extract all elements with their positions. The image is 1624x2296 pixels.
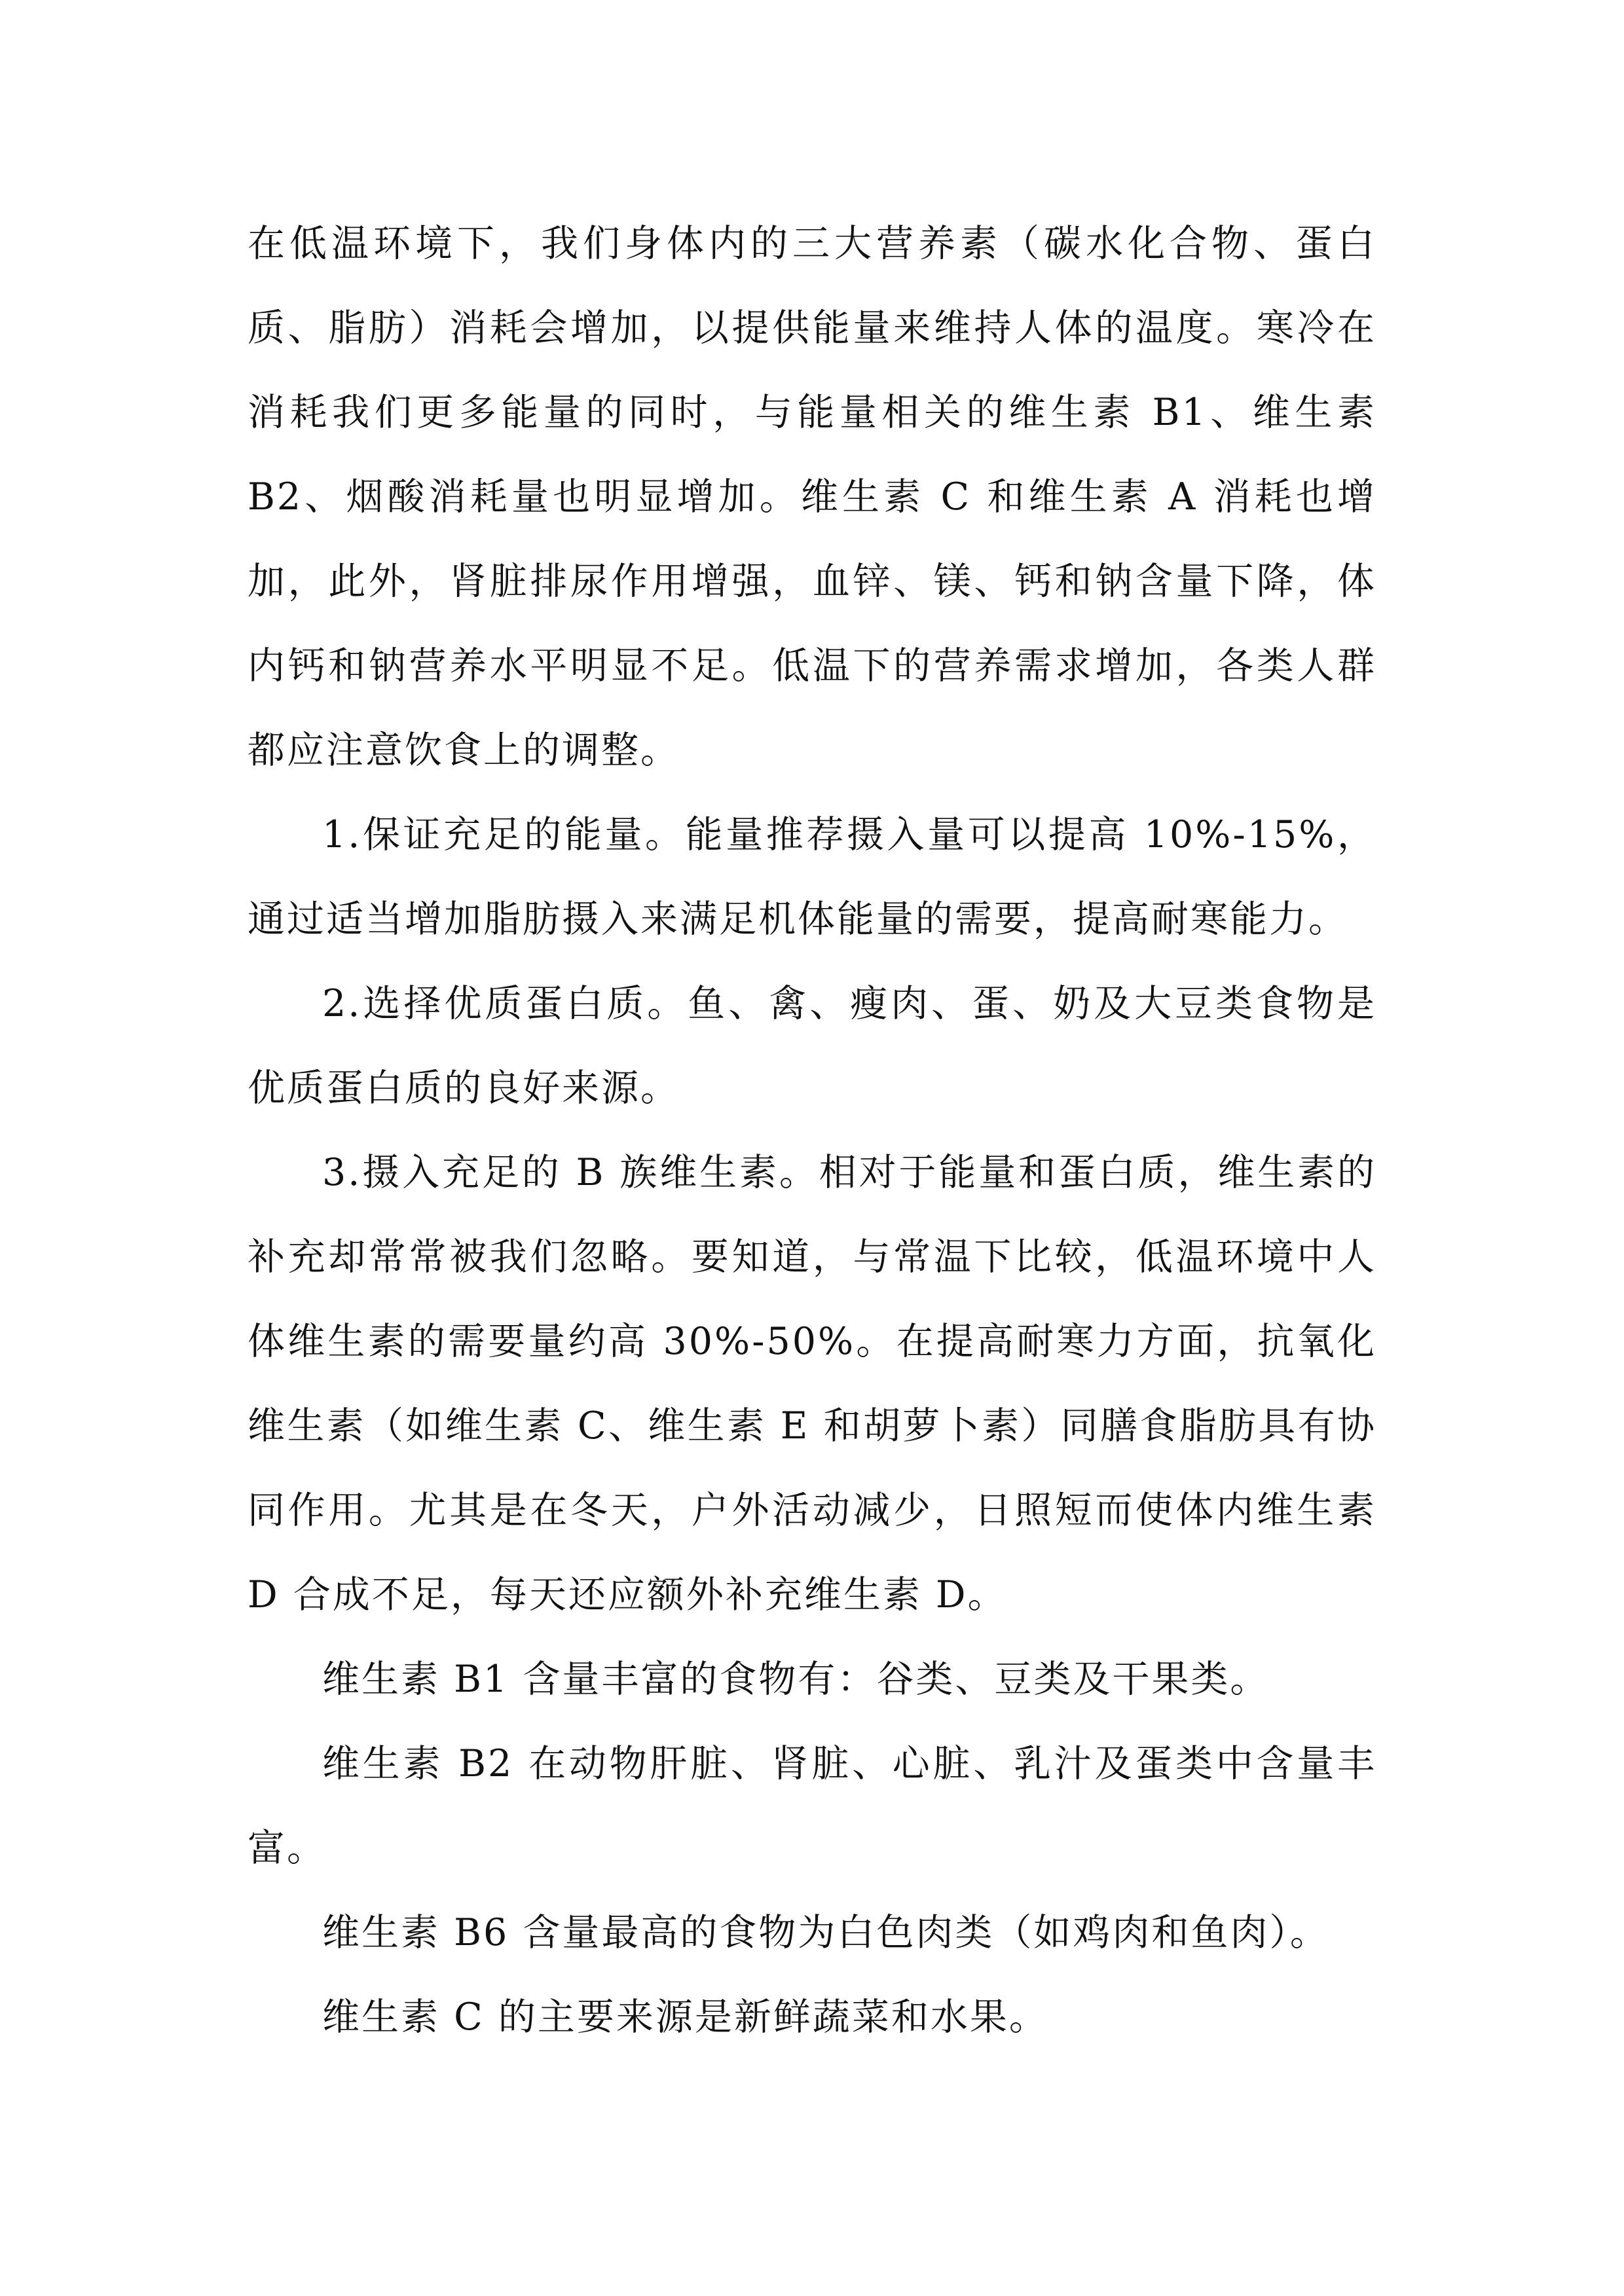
paragraph-vitamin-b2-sources: 维生素 B2 在动物肝脏、肾脏、心脏、乳汁及蛋类中含量丰富。 bbox=[248, 1742, 1376, 1870]
paragraph-point-2-protein: 2.选择优质蛋白质。鱼、禽、瘦肉、蛋、奶及大豆类食物是优质蛋白质的良好来源。 bbox=[248, 982, 1376, 1110]
paragraph-point-3-vitamin-b: 3.摄入充足的 B 族维生素。相对于能量和蛋白质，维生素的补充却常常被我们忽略。要知道，与常温下比较，低温环境中人体维生素的需要量约高 30%-50%。在提高耐寒力方面，抗氧化维生素（如维生素 C、维生素 E 和胡萝卜素）同膳食脂肪具有协同作用。尤其是在冬天，户外活动减少，日照短而使体内维生素 D 合成不足，每天还应额外补充维生素 D。 bbox=[248, 1151, 1376, 1616]
paragraph-point-1-energy: 1.保证充足的能量。能量推荐摄入量可以提高 10%-15%，通过适当增加脂肪摄入来满足机体能量的需要，提高耐寒能力。 bbox=[248, 813, 1376, 941]
paragraph-vitamin-b6-sources: 维生素 B6 含量最高的食物为白色肉类（如鸡肉和鱼肉）。 bbox=[322, 1911, 1329, 1954]
paragraph-intro: 在低温环境下，我们身体内的三大营养素（碳水化合物、蛋白质、脂肪）消耗会增加，以提供能量来维持人体的温度。寒冷在消耗我们更多能量的同时，与能量相关的维生素 B1、维生素 B2、烟酸消耗量也明显增加。维生素 C 和维生素 A 消耗也增加，此外，肾脏排尿作用增强，血锌、镁、钙和钠含量下降，体内钙和钠营养水平明显不足。低温下的营养需求增加，各类人群都应注意饮食上的调整。 bbox=[248, 222, 1376, 772]
paragraph-vitamin-c-sources: 维生素 C 的主要来源是新鲜蔬菜和水果。 bbox=[322, 1995, 1048, 2039]
paragraph-vitamin-b1-sources: 维生素 B1 含量丰富的食物有：谷类、豆类及干果类。 bbox=[322, 1658, 1270, 1701]
document-body bbox=[248, 202, 1376, 2060]
